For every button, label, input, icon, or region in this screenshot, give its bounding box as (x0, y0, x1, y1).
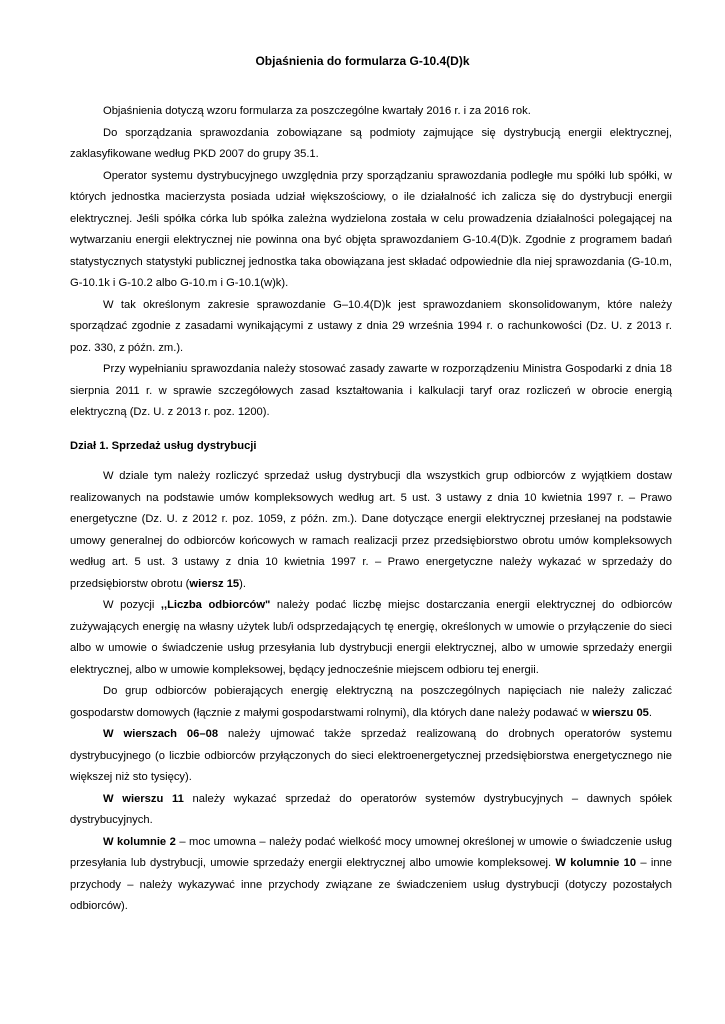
paragraph-text: należy podać liczbę miejsc dostarczania energii elektrycznej do odbiorców zużywających energię na własny użytek lub/i odsprzedających tę energię, określonych w umowie o przyłączenie do sieci albo w umowie o świadczenie usług przesyłania lub dystrybucji energii elektrycznej, albo w umowie sprzedaży energii elektrycznej, albo w umowie kompleksowej, będący jednocześnie miejscem odbioru tej energii. (70, 599, 672, 676)
paragraph-customer-groups (70, 681, 672, 724)
paragraph-section-scope (70, 466, 672, 595)
paragraph-scope: Objaśnienia dotyczą wzoru formularza za poszczególne kwartały 2016 r. i za 2016 rok. (103, 105, 531, 117)
paragraph-text: – moc umowna – należy podać wielkość mocy umownej określonej w umowie o świadczenie usług przesyłania lub dystrybucji, umowie sprzedaży energii elektrycznej albo umowie kompleksowej. (70, 835, 673, 869)
paragraph-bold: wiersz 15 (189, 577, 240, 590)
paragraph-text: Do grup odbiorców pobierających energię elektryczną na poszczególnych napięciach nie należy zaliczać gospodarstw domowych (łącznie z małymi gospodarstwami rolnymi), dla których dane należy podawać w (70, 685, 672, 719)
paragraph-bold: wierszu 05 (592, 706, 649, 719)
paragraph-text: należy wykazać sprzedaż do operatorów systemów dystrybucyjnych – dawnych spółek dystrybucyjnych. (70, 792, 672, 826)
paragraph-operator: Operator systemu dystrybucyjnego uwzględnia przy sporządzaniu sprawozdania podległe mu spółki lub spółki, w których jednostka macierzysta posiada udział większościowy, o ile działalność ich zalicza się do dystrybucji energii elektrycznej. Jeśli spółka córka lub spółka zależna wydzielona została w celu prowadzenia działalności polegającej na wytwarzaniu energii elektrycznej nie powinna ona być objęta sprawozdaniem G-10.4(D)k. Zgodnie z programem badań statystycznych statystyki publicznej jednostka taka obowiązana jest składać odpowiednie dla niej sprawozdania (G-10.m, G-10.1k i G-10.2 albo G-10.m i G-10.1(w)k). (70, 169, 672, 289)
paragraph-row-11 (70, 789, 672, 832)
paragraph-bold: W wierszu 11 (103, 792, 184, 805)
paragraph-consolidated: W tak określonym zakresie sprawozdanie G–10.4(D)k jest sprawozdaniem skonsolidowanym, które należy sporządzać zgodnie z zasadami wynikającymi z ustawy z dnia 29 września 1994 r. o rachunkowości (Dz. U. z 2013 r. poz. 330, z późn. zm.). (70, 298, 672, 354)
paragraph-bold-column-2: W kolumnie 2 (103, 835, 176, 848)
paragraph-rows-06-08 (70, 724, 672, 789)
paragraph-text-end: . (648, 706, 653, 719)
document-title: Objaśnienia do formularza G-10.4(D)k (255, 54, 470, 68)
section-heading: Dział 1. Sprzedaż usług dystrybucji (70, 439, 257, 452)
paragraph-text-start: W pozycji (103, 599, 161, 611)
paragraph-text-end: ). (239, 577, 246, 590)
document-body (70, 101, 672, 918)
paragraph-bold-column-10: W kolumnie 10 (555, 857, 637, 869)
paragraph-text-end: – inne przychody – należy wykazywać inne przychody związane ze świadczeniem usług dystrybucji (dotyczy pozostałych odbiorców). (70, 857, 672, 912)
paragraph-bold: W wierszach 06–08 (103, 728, 219, 740)
paragraph-customer-count (70, 595, 672, 681)
paragraph-text: W dziale tym należy rozliczyć sprzedaż usług dystrybucji dla wszystkich grup odbiorców z wyjątkiem dostaw realizowanych na podstawie umów kompleksowych według art. 5 ust. 3 ustawy z dnia 10 kwietnia 1997 r. – Prawo energetyczne (Dz. U. z 2012 r. poz. 1059, z późn. zm.). Dane dotyczące energii elektrycznej przesłanej na podstawie umowy generalnej do odbiorców końcowych w ramach realizacji przez przedsiębiorstwo obrotu umów kompleksowych według art. 5 ust. 3 ustawy z dnia 10 kwietnia 1997 r. – Prawo energetyczne należy wykazać w sprzedaży do przedsiębiorstw obrotu ( (70, 470, 672, 590)
paragraph-regulation: Przy wypełnianiu sprawozdania należy stosować zasady zawarte w rozporządzeniu Ministra Gospodarki z dnia 18 sierpnia 2011 r. w sprawie szczegółowych zasad kształtowania i kalkulacji taryf oraz rozliczeń w obrocie energią elektryczną (Dz. U. z 2013 r. poz. 1200). (70, 363, 672, 418)
paragraph-bold: ,,Liczba odbiorców" (160, 599, 271, 611)
paragraph-obligated-entities: Do sporządzania sprawozdania zobowiązane są podmioty zajmujące się dystrybucją energii elektrycznej, zaklasyfikowane według PKD 2007 do grupy 35.1. (70, 126, 672, 160)
paragraph-columns (70, 832, 672, 918)
paragraph-text: należy ujmować także sprzedaż realizowaną do drobnych operatorów systemu dystrybucyjnego (o liczbie odbiorców przyłączonych do sieci elektroenergetycznej przedsiębiorstwa energetycznego nie większej niż sto tysięcy). (70, 728, 672, 783)
